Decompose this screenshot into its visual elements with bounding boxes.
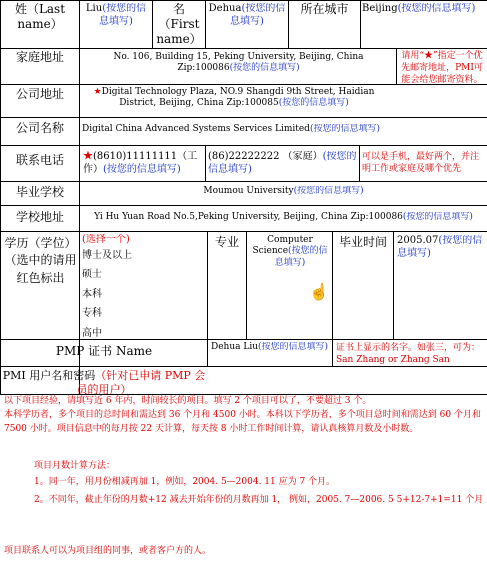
home-address-label: 家庭地址 — [15, 50, 64, 64]
calc-rule-same-year: 1。同一年，用月份相减再加 1，例如，2004. 5—2004. 11 应为 7 个月。 — [34, 477, 336, 487]
education-label: 学历（学位）（选中的请用红色标出 — [4, 236, 77, 285]
school-address-label: 学校地址 — [15, 210, 64, 224]
first-name-value[interactable]: Dehua(按您的信息填写) — [208, 3, 286, 27]
degree-option[interactable]: 高中 — [82, 327, 102, 339]
pmp-name-note: 证书上显示的名字。如张三，可为：San Zhang or Zhang San — [336, 343, 481, 366]
education-options[interactable] — [82, 234, 206, 340]
priority-star-icon: ★ — [83, 151, 93, 162]
company-address-label: 公司地址 — [15, 87, 64, 101]
school-value[interactable]: Moumou University(按您的信息填写) — [203, 186, 364, 196]
hand-cursor-icon: ☝ — [309, 282, 329, 301]
degree-option[interactable]: 专科 — [82, 308, 102, 319]
graduation-label: 毕业时间 — [338, 235, 387, 249]
degree-option[interactable]: 硕士 — [82, 269, 102, 280]
priority-star-icon: ★ — [93, 87, 102, 97]
degree-option[interactable]: 博士及以上 — [82, 249, 132, 261]
major-value[interactable]: Computer Science(按您的信息填写) — [252, 235, 328, 268]
phone-note: 可以是手机，最好两个，并注明工作或家庭及哪个优先 — [362, 152, 480, 175]
calc-rule-diff-year: 2。不同年，截止年份的月数+12 减去开始年份的月数再加 1， 例如，2005. 7—2006. 5 5+12-7+1=11 个月 — [34, 495, 484, 505]
last-name-label: 姓（Last name） — [14, 2, 66, 31]
degree-option[interactable]: 本科 — [82, 288, 102, 300]
city-label: 所在城市 — [300, 2, 349, 16]
company-name-label: 公司名称 — [15, 121, 64, 135]
company-address-value[interactable]: ★Digital Technology Plaza, NO.9 Shangdi 9th Street, Haidian District, Beijing, China Zip:100085(按您的信息填写) — [93, 87, 375, 109]
graduation-value[interactable]: 2005.07(按您的信息填写) — [397, 235, 483, 259]
hours-requirement-note: 本科学历者，多个项目的总时间和需达到 36 个月和 4500 小时。本科以下学历者，多个项目总时间和需达到 60 个月和 7500 小时。项目信息中的每月按 22 天计算，每天按 8 小时工作时间计算，请认真核算月数及小时数。 — [4, 410, 481, 435]
contact-note: 项目联系人可以为项目组的同事，或者客户方的人。 — [4, 546, 212, 556]
home-phone-value[interactable]: (86)22222222 （家庭）(按您的信息填写) — [208, 151, 357, 175]
work-phone-value[interactable]: ★(8610)11111111（工作）(按您的信息填写) — [83, 151, 198, 175]
experience-note: 以下项目经验，请填写近 6 年内，时间较长的项目。填写 2 个项目可以了，不要超过 3 个。 — [4, 396, 372, 406]
first-name-label: 名（First name） — [156, 2, 202, 46]
city-value[interactable]: Beijing(按您的信息填写) — [362, 3, 476, 14]
last-name-value[interactable]: Liu(按您的信息填写) — [85, 3, 147, 27]
calc-method-title: 项目月数计算方法： — [34, 461, 116, 471]
major-label: 专业 — [214, 235, 239, 249]
pmp-name-value[interactable]: Dehua Liu(按您的信息填写) — [211, 342, 329, 352]
home-address-value[interactable]: No. 106, Building 15, Peking University, Beijing, China Zip:100086(按您的信息填写) — [113, 52, 364, 74]
school-address-value[interactable]: Yi Hu Yuan Road No.5,Peking University, Beijing, China Zip:100086(按您的信息填写) — [94, 212, 473, 222]
school-label: 毕业学校 — [15, 185, 64, 199]
phone-label: 联系电话 — [15, 153, 64, 167]
pmi-account-label: PMI 用户名和密码（针对已申请 PMP 会员的用户） — [2, 369, 206, 396]
education-choose-hint: (选择一个) — [82, 234, 130, 245]
company-name-value[interactable]: Digital China Advanced Systems Services Limited(按您的信息填写) — [82, 124, 380, 134]
pmp-name-label: PMP 证书 Name — [55, 344, 153, 358]
home-address-note: 请用“★”指定一个优先邮寄地址，PMI可能会给您邮寄资料。 — [401, 51, 483, 86]
